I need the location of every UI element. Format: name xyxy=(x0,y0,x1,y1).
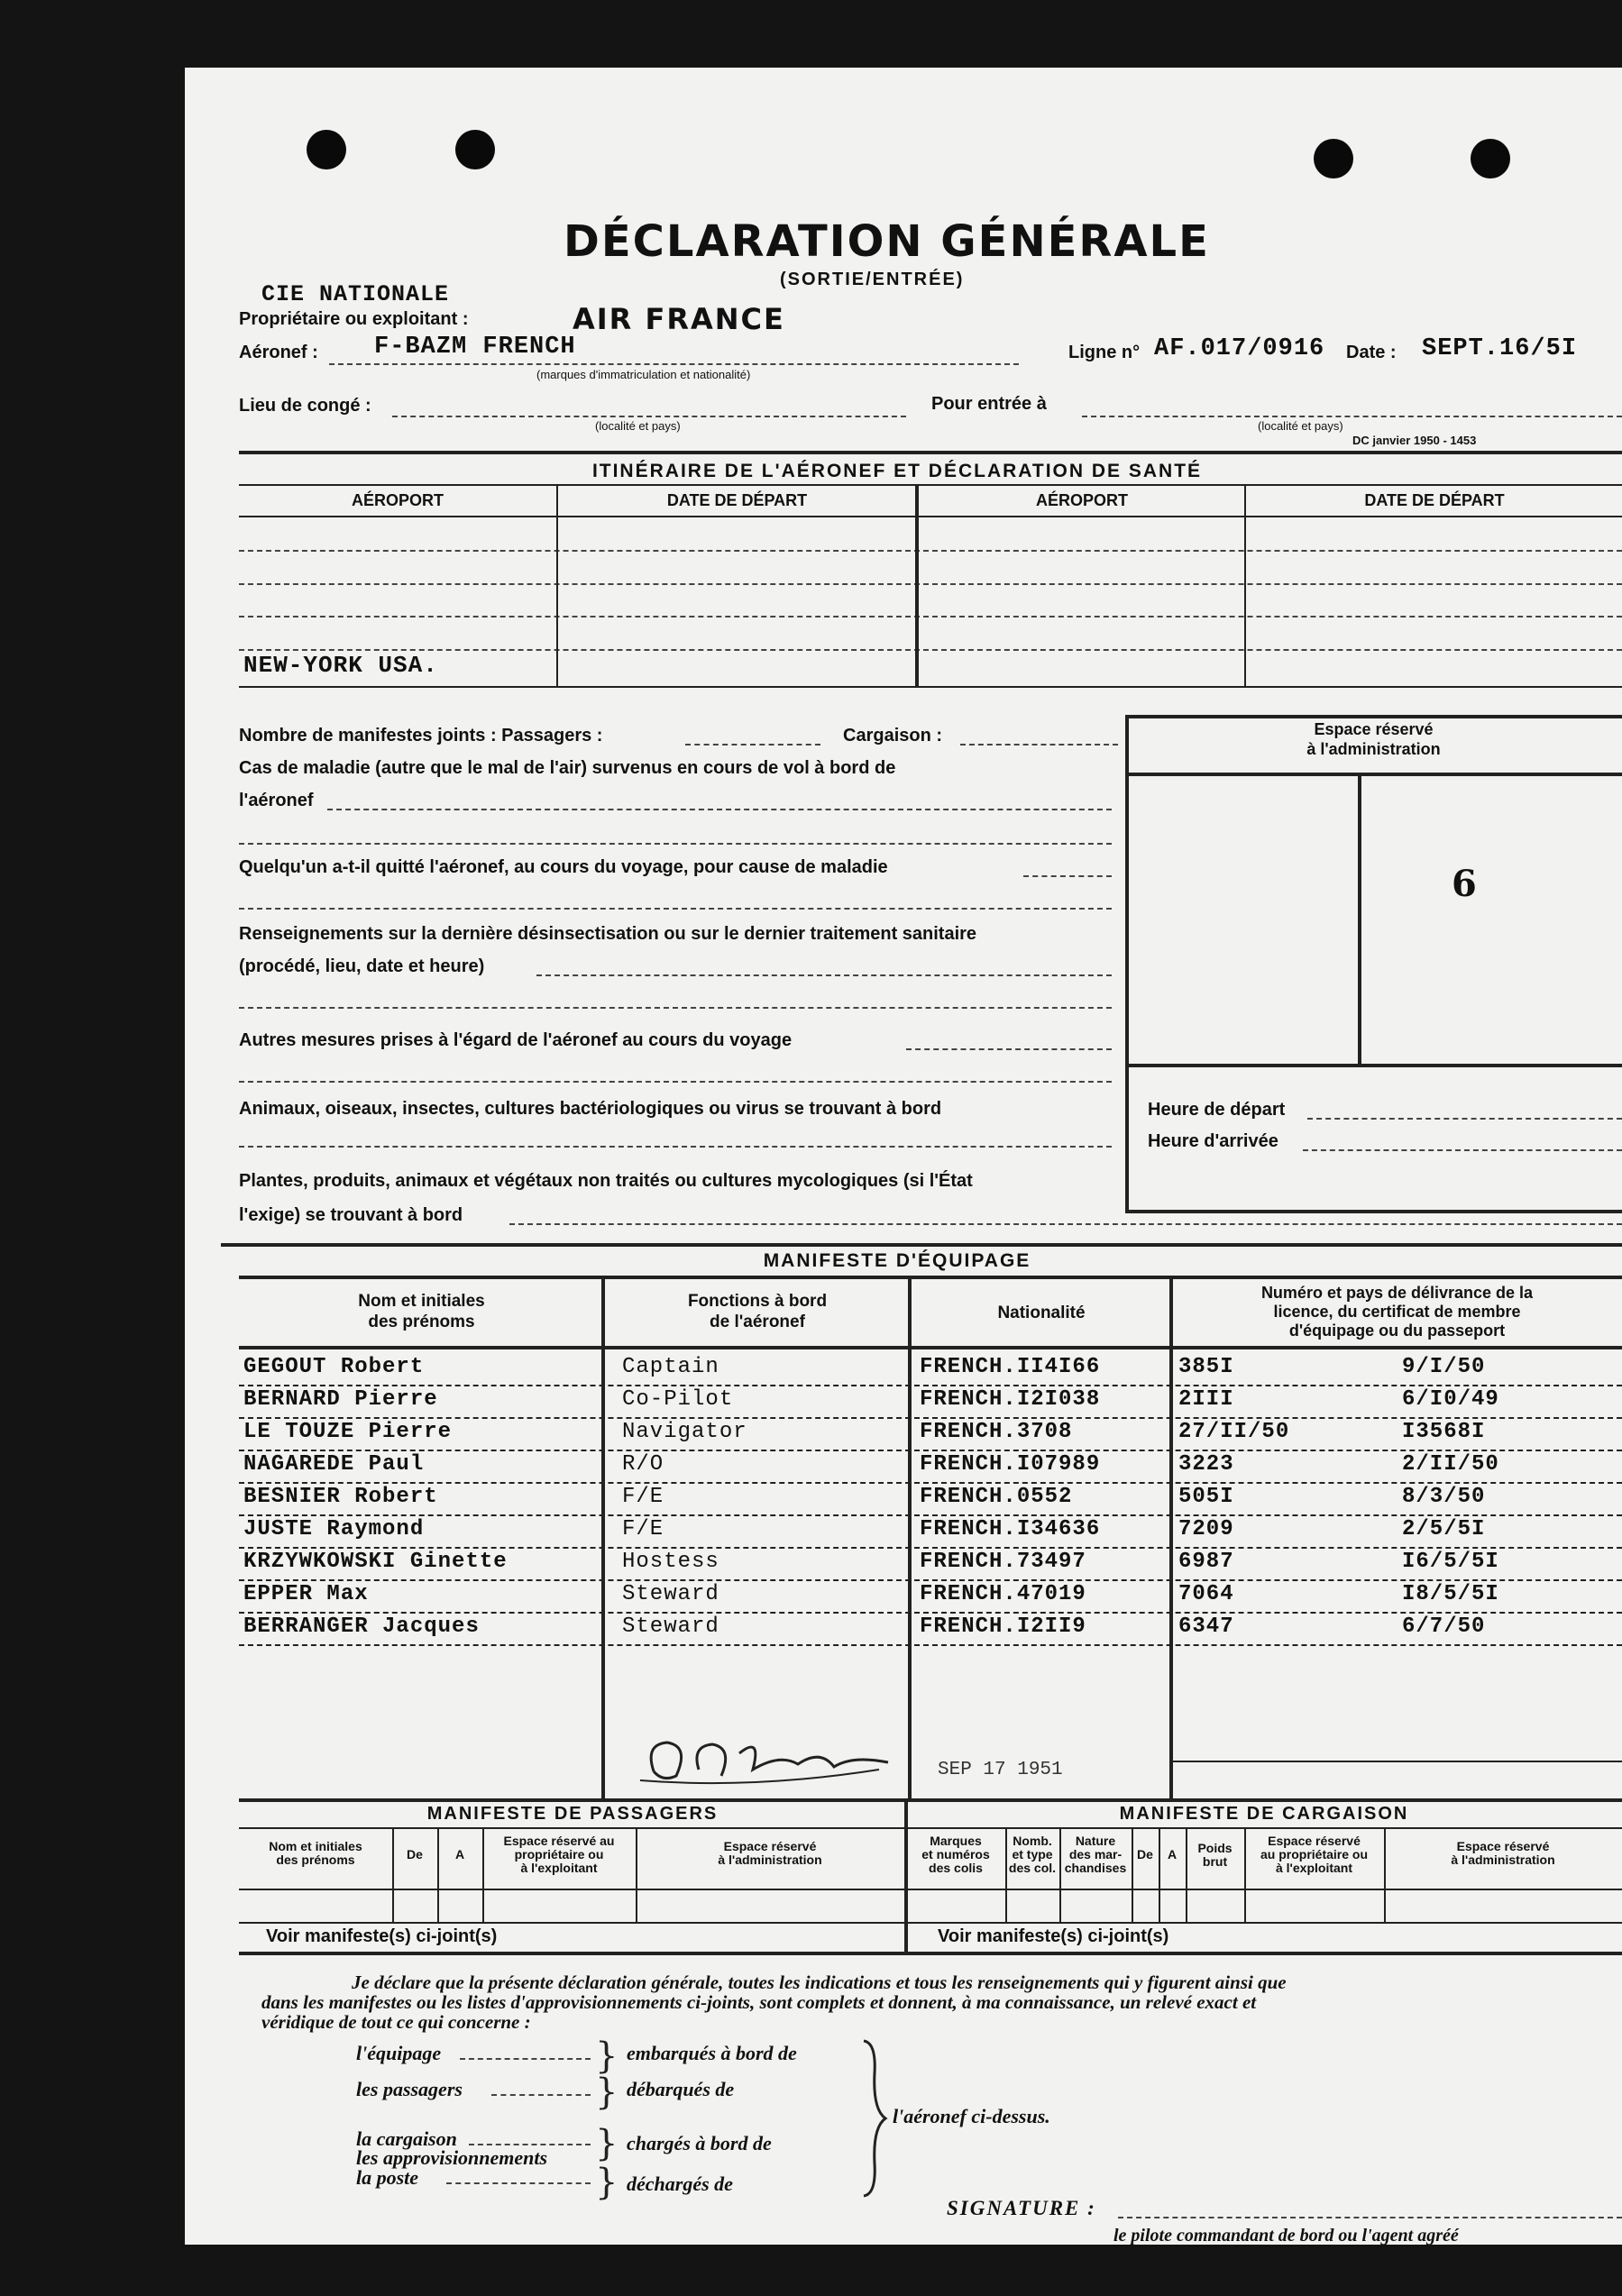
crew-license-date: I6/5/5I xyxy=(1402,1550,1499,1574)
crew-name: NAGAREDE Paul xyxy=(243,1452,425,1477)
decl-supplies: les approvisionnements xyxy=(356,2146,548,2169)
crew-function: Navigator xyxy=(622,1420,747,1444)
decl-embarked: embarqués à bord de xyxy=(627,2042,797,2064)
passenger-col-from: De xyxy=(407,1847,423,1861)
passenger-col-admin-2: à l'administration xyxy=(718,1852,822,1867)
crew-row-line xyxy=(239,1644,1622,1646)
passenger-col-owner-2: propriétaire ou xyxy=(514,1847,604,1861)
crew-nationality: FRENCH.0552 xyxy=(920,1485,1073,1509)
crew-name: JUSTE Raymond xyxy=(243,1517,425,1541)
brace-icon: } xyxy=(595,2162,619,2203)
passenger-col-admin-1: Espace réservé xyxy=(723,1839,817,1853)
punch-hole-icon xyxy=(1314,139,1353,178)
cargo-col-marks-3: des colis xyxy=(929,1861,983,1875)
entry-note: (localité et pays) xyxy=(1258,419,1343,433)
passenger-col-name-1: Nom et initiales xyxy=(269,1839,362,1853)
crew-license: 2III xyxy=(1178,1387,1234,1412)
crew-function: Steward xyxy=(622,1582,719,1606)
crew-col-name-2: des prénoms xyxy=(368,1313,475,1331)
crew-license-date: 9/I/50 xyxy=(1402,1355,1486,1379)
question-disinsection-line2: (procédé, lieu, date et heure) xyxy=(239,956,485,976)
decl-crew: l'équipage xyxy=(356,2042,442,2064)
departure-time-label: Heure de départ xyxy=(1148,1100,1286,1120)
decl-loaded: chargés à bord de xyxy=(627,2132,772,2154)
passenger-col-name-2: des prénoms xyxy=(276,1852,355,1867)
crew-function: Captain xyxy=(622,1355,719,1379)
crew-col-function-2: de l'aéronef xyxy=(710,1313,805,1331)
brace-icon: } xyxy=(595,2035,619,2077)
crew-function: F/E xyxy=(622,1517,664,1541)
col-airport-1: AÉROPORT xyxy=(351,491,444,509)
decl-aircraft: l'aéronef ci-dessus. xyxy=(893,2105,1050,2127)
punch-hole-icon xyxy=(455,130,495,169)
cargo-count-label: Cargaison : xyxy=(843,726,943,746)
cargo-manifest-title: MANIFESTE DE CARGAISON xyxy=(1119,1804,1409,1824)
itinerary-entry-1: NEW-YORK USA. xyxy=(243,652,438,679)
crew-license: 6347 xyxy=(1178,1615,1234,1639)
crew-nationality: FRENCH.I34636 xyxy=(920,1517,1101,1541)
cargo-col-owner-3: à l'exploitant xyxy=(1275,1861,1352,1875)
decl-mail: la poste xyxy=(356,2166,419,2189)
crew-col-license-3: d'équipage ou du passeport xyxy=(1288,1322,1506,1340)
decl-passengers: les passagers xyxy=(356,2078,463,2100)
crew-license: 6987 xyxy=(1178,1550,1234,1574)
crew-license: 505I xyxy=(1178,1485,1234,1509)
passenger-footer: Voir manifeste(s) ci-joint(s) xyxy=(266,1926,498,1946)
crew-name: EPPER Max xyxy=(243,1582,369,1606)
cargo-col-from: De xyxy=(1137,1847,1153,1861)
question-other-measures: Autres mesures prises à l'égard de l'aéronef au cours du voyage xyxy=(239,1030,793,1050)
crew-stamp-date: SEP 17 1951 xyxy=(938,1760,1063,1780)
crew-nationality: FRENCH.47019 xyxy=(920,1582,1086,1606)
question-plants-line2: l'exige) se trouvant à bord xyxy=(239,1205,463,1225)
cargo-col-nature-3: chandises xyxy=(1064,1861,1127,1875)
cargo-col-count-1: Nomb. xyxy=(1013,1834,1052,1848)
crew-license-date: 2/5/5I xyxy=(1402,1517,1486,1541)
question-left-aircraft: Quelqu'un a-t-il quitté l'aéronef, au cours du voyage, pour cause de maladie xyxy=(239,857,888,877)
crew-col-name-1: Nom et initiales xyxy=(358,1292,485,1311)
decl-unloaded: déchargés de xyxy=(627,2173,733,2195)
itinerary-title: ITINÉRAIRE DE L'AÉRONEF ET DÉCLARATION DE SANTÉ xyxy=(591,461,1203,481)
crew-row-line xyxy=(239,1450,1622,1451)
crew-row-line xyxy=(239,1612,1622,1614)
crew-name: GEGOUT Robert xyxy=(243,1355,425,1379)
aircraft-value: F-BAZM FRENCH xyxy=(374,334,576,361)
date-label: Date : xyxy=(1346,343,1397,362)
crew-nationality: FRENCH.3708 xyxy=(920,1420,1073,1444)
aircraft-label: Aéronef : xyxy=(239,343,318,362)
crew-row-line xyxy=(239,1482,1622,1484)
declaration-line-3: véridique de tout ce qui concerne : xyxy=(261,2011,531,2033)
crew-license: 3223 xyxy=(1178,1452,1234,1477)
punch-hole-icon xyxy=(307,130,346,169)
question-illness-line2: l'aéronef xyxy=(239,791,314,810)
cargo-col-to: A xyxy=(1167,1847,1178,1861)
crew-row-line xyxy=(239,1514,1622,1516)
crew-row-line xyxy=(239,1385,1622,1386)
passenger-col-owner-1: Espace réservé au xyxy=(503,1834,615,1848)
arrival-time-label: Heure d'arrivée xyxy=(1148,1131,1278,1151)
admin-box-title-2: à l'administration xyxy=(1306,740,1441,758)
crew-license: 27/II/50 xyxy=(1178,1420,1290,1444)
crew-row-line xyxy=(239,1417,1622,1419)
cargo-col-weight-2: brut xyxy=(1202,1854,1228,1869)
admin-stamp-number: 6 xyxy=(1452,863,1477,905)
entry-label: Pour entrée à xyxy=(931,394,1047,414)
declaration-line-1: Je déclare que la présente déclaration générale, toutes les indications et tous les renseignements qui y figurent ainsi que xyxy=(352,1971,1287,1993)
crew-license: 7064 xyxy=(1178,1582,1234,1606)
signature-note: le pilote commandant de bord ou l'agent agréé xyxy=(1113,2226,1459,2246)
crew-manifest-title: MANIFESTE D'ÉQUIPAGE xyxy=(763,1250,1031,1271)
cargo-col-marks-2: et numéros xyxy=(921,1847,990,1861)
passenger-col-to: A xyxy=(454,1847,465,1861)
cargo-footer: Voir manifeste(s) ci-joint(s) xyxy=(938,1926,1169,1946)
declaration-line-2: dans les manifestes ou les listes d'approvisionnements ci-joints, sont complets et donnent, à ma connaissance, un relevé exact et xyxy=(261,1991,1257,2013)
cargo-col-nature-2: des mar- xyxy=(1068,1847,1123,1861)
crew-nationality: FRENCH.II4I66 xyxy=(920,1355,1101,1379)
col-airport-2: AÉROPORT xyxy=(1035,491,1128,509)
crew-name: KRZYWKOWSKI Ginette xyxy=(243,1550,508,1574)
declaration-form xyxy=(185,68,1622,2245)
manifest-count-label: Nombre de manifestes joints : Passagers : xyxy=(239,726,603,746)
question-illness-line1: Cas de maladie (autre que le mal de l'air) survenus en cours de vol à bord de xyxy=(239,758,896,778)
col-date-1: DATE DE DÉPART xyxy=(666,491,808,509)
question-plants-line1: Plantes, produits, animaux et végétaux non traités ou cultures mycologiques (si l'État xyxy=(239,1171,973,1191)
cargo-col-admin-2: à l'administration xyxy=(1451,1852,1555,1867)
form-subtitle: (SORTIE/ENTRÉE) xyxy=(780,270,965,289)
crew-col-function-1: Fonctions à bord xyxy=(687,1292,828,1311)
crew-nationality: FRENCH.I07989 xyxy=(920,1452,1101,1477)
signature-scribble xyxy=(627,1726,897,1789)
aircraft-note: (marques d'immatriculation et nationalité) xyxy=(536,368,751,381)
signature-label: SIGNATURE : xyxy=(947,2197,1096,2219)
cargo-col-marks-1: Marques xyxy=(930,1834,982,1848)
crew-row-line xyxy=(239,1579,1622,1581)
departure-place-note: (localité et pays) xyxy=(595,419,681,433)
date-value: SEPT.16/5I xyxy=(1422,335,1578,362)
brace-icon: } xyxy=(595,2072,619,2113)
crew-function: Hostess xyxy=(622,1550,719,1574)
flight-label: Ligne n° xyxy=(1068,343,1141,362)
crew-name: LE TOUZE Pierre xyxy=(243,1420,453,1444)
cargo-col-count-3: des col. xyxy=(1008,1861,1057,1875)
crew-name: BESNIER Robert xyxy=(243,1485,438,1509)
crew-nationality: FRENCH.I2I038 xyxy=(920,1387,1101,1412)
question-animals: Animaux, oiseaux, insectes, cultures bactériologiques ou virus se trouvant à bord xyxy=(239,1099,942,1119)
form-title: DÉCLARATION GÉNÉRALE xyxy=(564,216,1210,267)
admin-box-title-1: Espace réservé xyxy=(1314,720,1434,738)
crew-col-license-2: licence, du certificat de membre xyxy=(1273,1303,1521,1321)
col-date-2: DATE DE DÉPART xyxy=(1364,491,1505,509)
flight-value: AF.017/0916 xyxy=(1154,335,1325,362)
owner-value: AIR FRANCE xyxy=(573,302,785,336)
crew-name: BERRANGER Jacques xyxy=(243,1615,480,1639)
company-name: CIE NATIONALE xyxy=(261,281,450,307)
passenger-col-owner-3: à l'exploitant xyxy=(520,1861,598,1875)
cargo-col-owner-2: au propriétaire ou xyxy=(1260,1847,1369,1861)
crew-license-date: 8/3/50 xyxy=(1402,1485,1486,1509)
crew-function: Co-Pilot xyxy=(622,1387,734,1412)
departure-place-label: Lieu de congé : xyxy=(239,396,371,416)
crew-row-line xyxy=(239,1547,1622,1549)
crew-license-date: I8/5/5I xyxy=(1402,1582,1499,1606)
crew-nationality: FRENCH.73497 xyxy=(920,1550,1086,1574)
crew-license-date: 2/II/50 xyxy=(1402,1452,1499,1477)
crew-license: 385I xyxy=(1178,1355,1234,1379)
crew-license-date: I3568I xyxy=(1402,1420,1486,1444)
owner-label: Propriétaire ou exploitant : xyxy=(239,309,469,329)
brace-icon: } xyxy=(595,2123,619,2164)
form-reference: DC janvier 1950 - 1453 xyxy=(1352,434,1477,447)
decl-cargo: la cargaison xyxy=(356,2127,457,2150)
crew-function: R/O xyxy=(622,1452,664,1477)
decl-disembarked: débarqués de xyxy=(627,2078,735,2100)
passenger-manifest-title: MANIFESTE DE PASSAGERS xyxy=(426,1804,719,1824)
crew-license-date: 6/7/50 xyxy=(1402,1615,1486,1639)
crew-nationality: FRENCH.I2II9 xyxy=(920,1615,1086,1639)
cargo-col-count-2: et type xyxy=(1012,1847,1053,1861)
crew-function: Steward xyxy=(622,1615,719,1639)
cargo-col-nature-1: Nature xyxy=(1075,1834,1116,1848)
question-disinsection-line1: Renseignements sur la dernière désinsectisation ou sur le dernier traitement sanitaire xyxy=(239,924,977,944)
crew-col-license-1: Numéro et pays de délivrance de la xyxy=(1260,1284,1534,1302)
crew-license: 7209 xyxy=(1178,1517,1234,1541)
crew-name: BERNARD Pierre xyxy=(243,1387,438,1412)
crew-license-date: 6/I0/49 xyxy=(1402,1387,1499,1412)
cargo-col-owner-1: Espace réservé xyxy=(1268,1834,1361,1848)
punch-hole-icon xyxy=(1471,139,1510,178)
cargo-col-weight-1: Poids xyxy=(1197,1841,1233,1855)
cargo-col-admin-1: Espace réservé xyxy=(1456,1839,1550,1853)
crew-function: F/E xyxy=(622,1485,664,1509)
crew-col-nationality: Nationalité xyxy=(997,1304,1086,1322)
large-brace-icon xyxy=(857,2037,893,2200)
